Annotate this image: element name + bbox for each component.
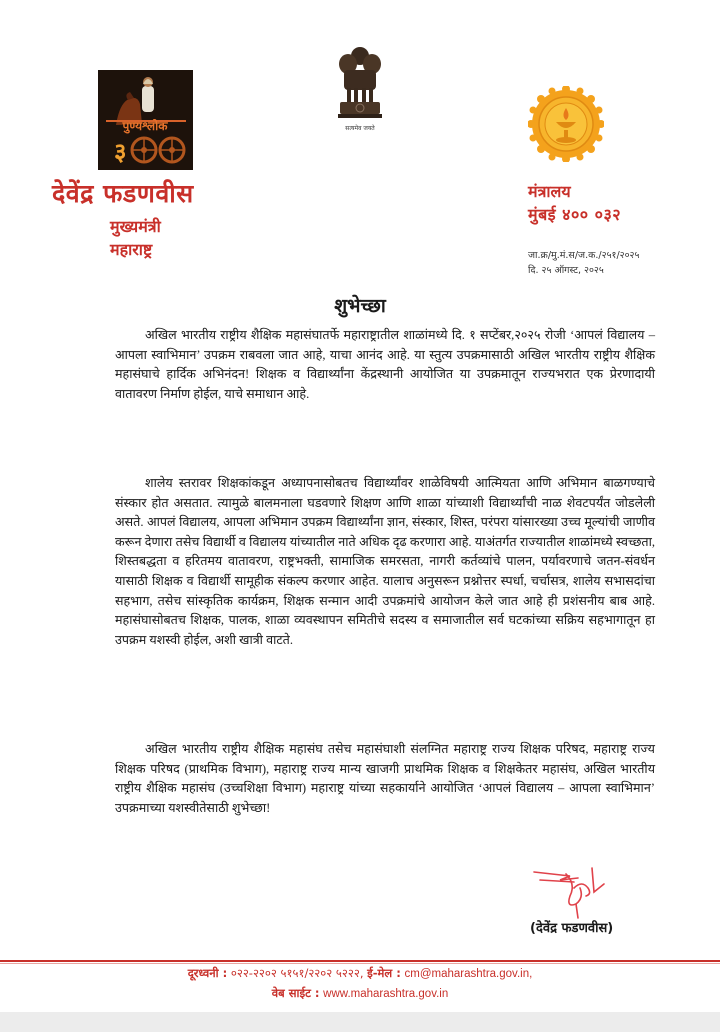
designation-title: मुख्यमंत्री <box>110 217 161 236</box>
letter-date: दि. २५ ऑगस्ट, २०२५ <box>528 265 604 276</box>
footer-divider <box>0 960 720 962</box>
paragraph-text: अखिल भारतीय राष्ट्रीय शैक्षिक महासंघातर्फे महाराष्ट्रातील शाळांमध्ये दि. १ सप्टेंबर,२०२५ रोजी ‘आपलं विद्यालय – आपला स्वाभिमान’ उपक्रम राबवला जात आहे, याचा आनंद आहे. या स्तुत्य उपक्रमासाठी अखिल भारतीय राष्ट्रीय शैक्षिक महासंघाचे हार्दिक अभिनंदन! शिक्षक व विद्यार्थ्यांना केंद्रस्थानी आयोजित या उपक्रमातून राज्यभरात एक प्रेरणादायी वातावरण निर्माण होईल, याचे समाधान आहे. <box>115 328 655 401</box>
reference-number: जा.क्र/मु.मं.स/ज.क./२५१/२०२५ <box>528 250 640 261</box>
footer-website-line <box>0 986 720 1001</box>
email-label: ई-मेल : <box>367 966 401 980</box>
phone-value: ०२२-२२०२ ५१५१/२२०२ ५२२२, <box>230 966 364 980</box>
sender-name: देवेंद्र फडणवीस <box>52 179 194 208</box>
signatory-name: (देवेंद्र फडणवीस) <box>530 921 614 936</box>
phone-label: दूरध्वनी : <box>187 966 228 980</box>
website-link[interactable]: www.maharashtra.gov.in <box>323 988 449 1000</box>
office-name: मंत्रालय <box>528 182 571 201</box>
letter-paragraph-2 <box>115 474 655 650</box>
paragraph-text: शालेय स्तरावर शिक्षकांकडून अध्यापनासोबतच विद्यार्थ्यांवर शाळेविषयी आत्मियता आणि अभिमान बाळगण्याचे संस्कार होत असतात. त्यामुळे बालमनाला घडवणारे शिक्षण आणि शाळा यांच्याशी विद्यार्थ्यांची नाळ शेवटपर्यंत जोडलेली असते. आपलं विद्यालय, आपला अभिमान उपक्रम विद्यार्थ्यांना ज्ञान, संस्कार, शिस्त, परंपरा यांसारख्या उच्च मूल्यांची जाणीव करून देणारा तसेच विद्यार्थी व विद्यालय यांच्यातील नाते अधिक दृढ करणारा आहे. याअंतर्गत राज्यातील शाळांमध्ये स्वच्छता, शिस्तबद्धता व हरितमय वातावरण, राष्ट्रभक्ती, सामाजिक समरसता, नागरी कर्तव्यांचे पालन, पर्यावरणाचे जतन-संवर्धन यासाठी शिक्षक व विद्यार्थी सामूहीक संकल्प करणार आहेत. यालाच अनुसरून प्रश्नोत्तर स्पर्धा, चर्चासत्र, शालेय सभासदांचा सहभाग, तसेच सांस्कृतिक कार्यक्रम, शिक्षक सन्मान आदी उपक्रमांचे आयोजन केले जात आहे ही प्रशंसनीय बाब आहे. महासंघासोबतच शिक्षक, पालक, शाळा व्यवस्थापन समितीचे सदस्य व समाजातील सर्व घटकांच्या सक्रिय सहभागातून हा उपक्रम यशस्वी होईल, अशी खात्री वाटते. <box>115 476 655 647</box>
ashoka-lion-capital-icon <box>330 42 390 122</box>
website-label: वेब साईट : <box>271 986 320 1000</box>
email-link[interactable]: cm@maharashtra.gov.in, <box>404 968 533 980</box>
letter-heading: शुभेच्छा <box>334 295 386 317</box>
national-emblem <box>330 42 390 136</box>
footer-divider-shadow <box>0 963 720 964</box>
emblem-motto: सत्यमेव जयते <box>345 125 375 132</box>
designation-state: महाराष्ट्र <box>110 240 153 259</box>
svg-text:पुण्यश्लोक: पुण्यश्लोक <box>122 119 168 133</box>
punyashlok-logo <box>98 70 193 170</box>
letter-paragraph-1 <box>115 326 655 404</box>
letter-paragraph-3 <box>115 740 655 818</box>
footer-contact-line <box>0 966 720 981</box>
page-bottom-margin <box>0 1012 720 1032</box>
office-address: मुंबई ४०० ०३२ <box>528 205 622 224</box>
paragraph-text: अखिल भारतीय राष्ट्रीय शैक्षिक महासंघ तसेच महासंघाशी संलग्नित महाराष्ट्र राज्य शिक्षक परिषद, महाराष्ट्र राज्य शिक्षक परिषद (प्राथमिक विभाग), महाराष्ट्र राज्य मान्य खाजगी प्राथमिक शिक्षक व शिक्षकेतर महासंघ, अखिल भारतीय राष्ट्रीय शैक्षिक महासंघ (उच्चशिक्षा विभाग) महाराष्ट्र यांच्या सहकार्याने आयोजित ‘आपलं विद्यालय – आपला स्वाभिमान’ उपक्रमाच्या यशस्वीतेसाठी शुभेच्छा! <box>115 742 655 815</box>
svg-text:३: ३ <box>114 138 127 166</box>
maharashtra-state-seal <box>528 86 604 162</box>
handwritten-signature <box>530 862 620 922</box>
